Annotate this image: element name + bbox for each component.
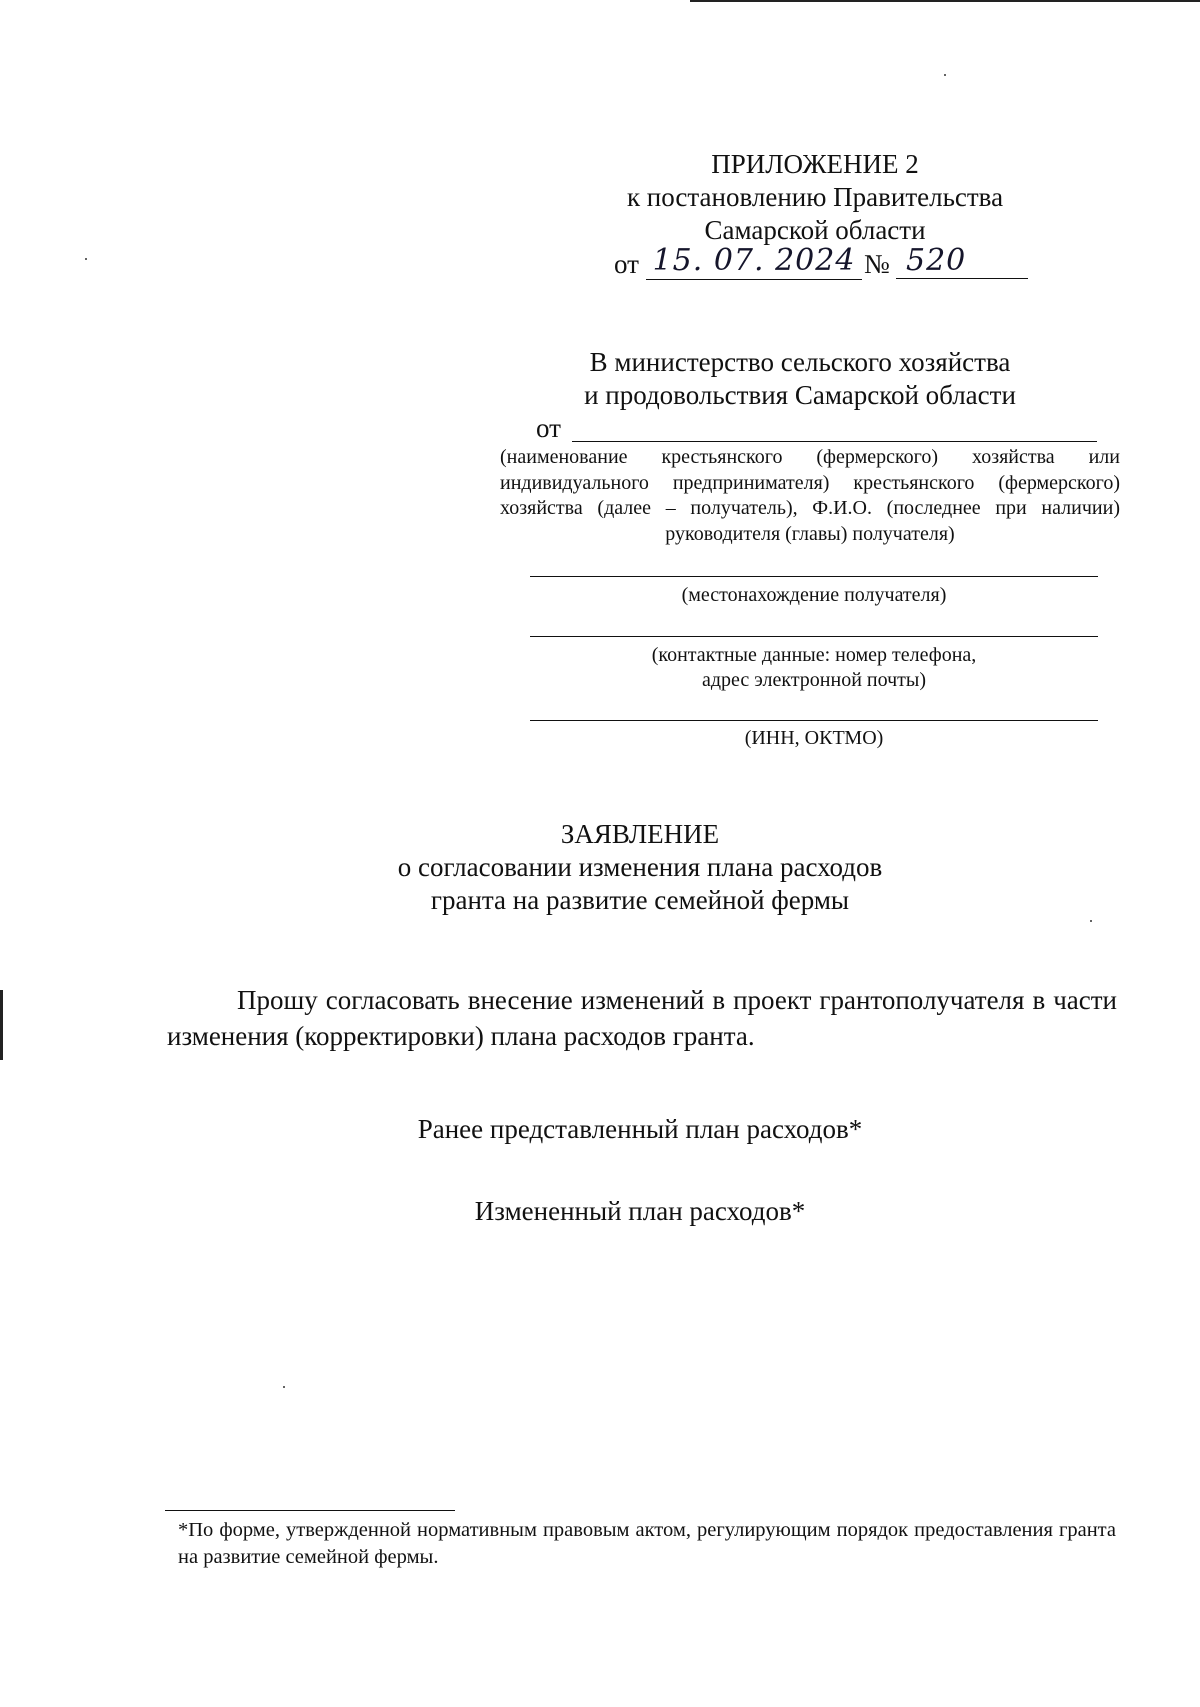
tax-ids-fill-line bbox=[530, 720, 1098, 721]
scan-speck bbox=[85, 258, 87, 260]
recipient-line-1: В министерство сельского хозяйства bbox=[589, 347, 1011, 377]
recipient-block bbox=[540, 346, 1060, 412]
tax-ids-hint: (ИНН, ОКТМО) bbox=[744, 727, 884, 749]
appendix-region-line: Самарской области bbox=[704, 215, 926, 245]
contacts-fill-line bbox=[530, 636, 1098, 637]
applicant-hint: (наименование крестьянского (фермерского) хозяйства или индивидуального предпринимателя) крестьянского (фермерского) хозяйства (далее – получатель), Ф.И.О. (последнее при наличии) руководителя (главы) получателя) bbox=[500, 446, 1120, 545]
number-prefix: № bbox=[864, 249, 890, 279]
appendix-resolution-line: к постановлению Правительства bbox=[626, 182, 1004, 212]
application-title bbox=[340, 818, 940, 917]
location-fill-line bbox=[530, 576, 1098, 577]
scan-speck bbox=[1090, 920, 1092, 922]
title-line-2: гранта на развитие семейной фермы bbox=[430, 885, 850, 915]
contacts-hint-line-1: (контактные данные: номер телефона, bbox=[651, 644, 977, 666]
title-heading: ЗАЯВЛЕНИЕ bbox=[560, 819, 720, 849]
appendix-header bbox=[560, 148, 1070, 247]
title-line-1: о согласовании изменения плана расходов bbox=[397, 852, 883, 882]
location-hint: (местонахождение получателя) bbox=[681, 584, 947, 606]
recipient-line-2: и продовольствия Самарской области bbox=[584, 380, 1016, 410]
handwritten-number: 520 bbox=[896, 243, 1028, 279]
request-paragraph bbox=[167, 982, 1117, 1054]
from-label: от bbox=[536, 413, 561, 443]
contacts-hint-line-2: адрес электронной почты) bbox=[701, 669, 926, 691]
scan-edge-left bbox=[0, 990, 3, 1060]
scan-speck bbox=[944, 74, 946, 76]
applicant-fill-line bbox=[572, 441, 1097, 442]
scan-edge-top bbox=[690, 0, 1200, 2]
footnote-separator bbox=[165, 1510, 455, 1511]
footnote: *По форме, утвержденной нормативным правовым актом, регулирующим порядок предоставления гранта на развитие семейной фермы. bbox=[178, 1519, 1116, 1568]
request-text: Прошу согласовать внесение изменений в проект грантополучателя в части изменения (корректировки) плана расходов гранта. bbox=[167, 985, 1117, 1051]
date-prefix: от bbox=[614, 249, 639, 279]
scan-speck bbox=[283, 1386, 285, 1388]
handwritten-date: 15. 07. 2024 bbox=[646, 243, 862, 280]
appendix-title: ПРИЛОЖЕНИЕ 2 bbox=[711, 149, 919, 179]
previous-plan-label: Ранее представленный план расходов* bbox=[417, 1114, 863, 1144]
changed-plan-label: Измененный план расходов* bbox=[474, 1196, 806, 1226]
